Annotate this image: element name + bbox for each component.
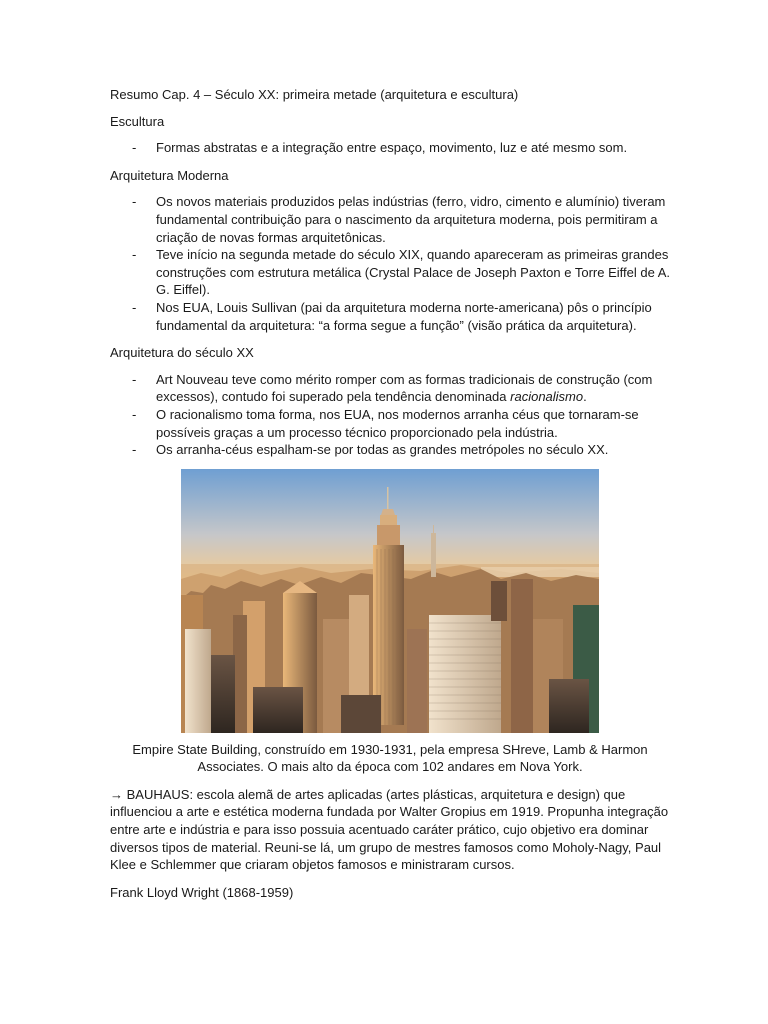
list-item bbox=[110, 299, 670, 334]
section-title-arquitetura-seculo-xx: Arquitetura do século XX bbox=[110, 345, 254, 361]
dash-bullet: - bbox=[132, 299, 137, 315]
list-item-text: Teve início na segunda metade do século XIX, quando apareceram as primeiras grandes construções com estrutura metálica (Crystal Palace de Joseph Paxton e Torre Eiffel de A. G. Eiffel). bbox=[156, 247, 670, 298]
list-item-text: Os novos materiais produzidos pelas indústrias (ferro, vidro, cimento e alumínio) tiveram fundamental contribuição para o nascimento da arquitetura moderna, pois permitiram a criação de novas formas arquitetônicas. bbox=[156, 194, 666, 245]
figure bbox=[110, 469, 670, 776]
list-item bbox=[110, 193, 670, 246]
document-title: Resumo Cap. 4 – Século XX: primeira metade (arquitetura e escultura) bbox=[110, 87, 519, 102]
dash-bullet: - bbox=[132, 371, 137, 387]
section-title-arquitetura-moderna: Arquitetura Moderna bbox=[110, 167, 229, 183]
list-item bbox=[110, 139, 670, 157]
escultura-list bbox=[110, 139, 670, 157]
dash-bullet: - bbox=[132, 194, 137, 210]
dash-bullet: - bbox=[132, 406, 137, 422]
dash-bullet: - bbox=[132, 140, 137, 156]
list-item bbox=[110, 371, 670, 406]
list-item-text: Formas abstratas e a integração entre espaço, movimento, luz e até mesmo som. bbox=[156, 140, 628, 156]
list-item bbox=[110, 246, 670, 299]
list-item bbox=[110, 441, 670, 459]
list-item bbox=[110, 406, 670, 441]
skyline-illustration bbox=[181, 469, 599, 733]
dash-bullet: - bbox=[132, 247, 137, 263]
arquitetura-moderna-list bbox=[110, 193, 670, 334]
section-title-escultura: Escultura bbox=[110, 113, 165, 129]
dash-bullet: - bbox=[132, 442, 137, 458]
list-item-text: Os arranha-céus espalham-se por todas as grandes metrópoles no século XX. bbox=[156, 442, 609, 458]
frank-lloyd-wright-heading: Frank Lloyd Wright (1868-1959) bbox=[110, 884, 294, 900]
list-item-text: Nos EUA, Louis Sullivan (pai da arquitetura moderna norte-americana) pôs o princípio fundamental da arquitetura: “a forma segue a função” (visão prática da arquitetura). bbox=[156, 299, 652, 333]
document-page bbox=[110, 86, 670, 910]
list-item-text: O racionalismo toma forma, nos EUA, nos modernos arranha céus que tornaram-se possíveis graças a um processo técnico proporcionado pela indústria. bbox=[156, 406, 639, 440]
list-item-end: . bbox=[583, 389, 587, 405]
bauhaus-paragraph: → BAUHAUS: escola alemã de artes aplicadas (artes plásticas, arquitetura e design) que influenciou a arte e estética moderna fundada por Walter Gropius em 1919. Propunha integração entre arte e indústria e para isso possuia acentuado caráter prático, cujo objetivo era dominar diversos tipos de material. Reuni-se lá, um grupo de mestres famosos como Moholy-Nagy, Paul Klee e Schlemmer que criaram objetos famosos e ministraram cursos. bbox=[110, 786, 669, 873]
list-item-text: Art Nouveau teve como mérito romper com as formas tradicionais de construção (com excessos), contudo foi superado pela tendência denominada bbox=[156, 371, 653, 405]
figure-caption: Empire State Building, construído em 1930-1931, pela empresa SHreve, Lamb & Harmon Associates. O mais alto da época com 102 andares em Nova York. bbox=[132, 741, 648, 775]
italic-term: racionalismo bbox=[510, 389, 584, 405]
skyline-photo bbox=[181, 469, 599, 733]
arquitetura-seculo-xx-list bbox=[110, 371, 670, 459]
